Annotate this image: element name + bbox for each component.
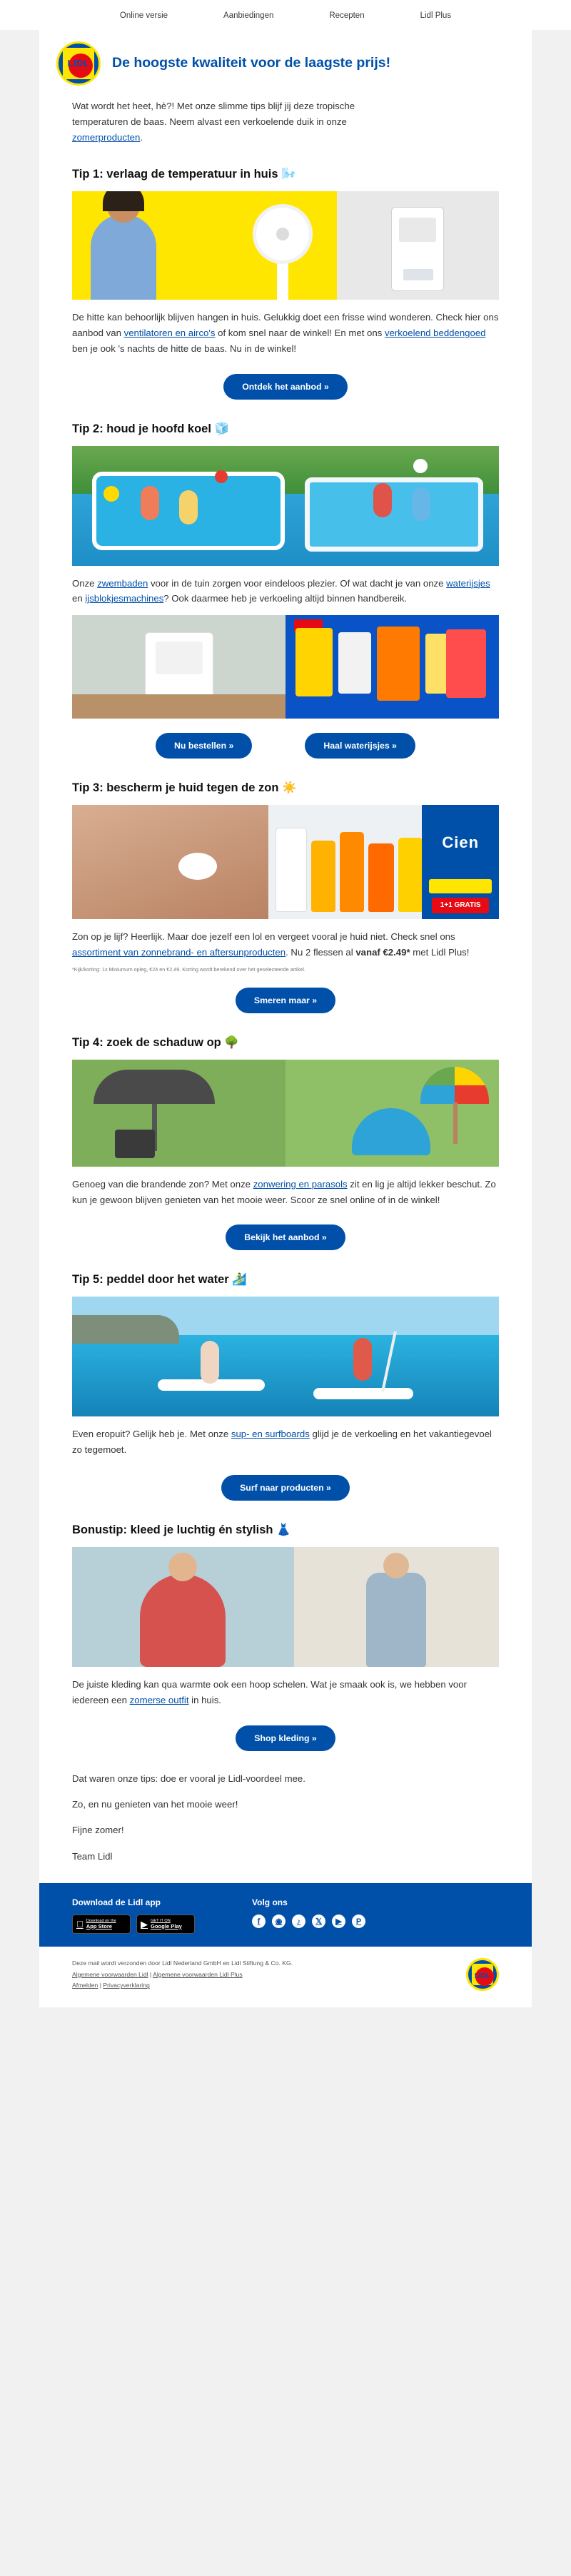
- tip-4-button-row: [39, 1210, 532, 1254]
- legal-line-2: [72, 1969, 499, 1980]
- nav-aanbiedingen[interactable]: Aanbiedingen: [223, 11, 274, 20]
- nav-recepten[interactable]: Recepten: [329, 11, 365, 20]
- facebook-icon[interactable]: f: [252, 1915, 266, 1928]
- instagram-icon[interactable]: ◉: [272, 1915, 286, 1928]
- closing-line-4: Team Lidl: [72, 1850, 113, 1862]
- intro-line-1: Wat wordt het heet, hè?! Met onze slimme tips blijf jij deze tropische: [72, 101, 355, 111]
- tip-1-cta-button[interactable]: Ontdek het aanbod »: [223, 374, 348, 400]
- legal-line-1: Deze mail wordt verzonden door Lidl Nederland GmbH en Lidl Stiftung & Co. KG.: [72, 1959, 293, 1967]
- tip-2-text-d: ? Ook daarmee heb je verkoeling altijd binnen handbereik.: [163, 593, 408, 604]
- lidl-logo-text: LIDL: [67, 58, 90, 69]
- tip-1-heading: Tip 1: verlaag de temperatuur in huis 🌬️: [72, 168, 296, 181]
- legal-link-privacy[interactable]: Privacyverklaring: [103, 1982, 150, 1989]
- legal-separator-1: |: [148, 1970, 153, 1978]
- bonus-tip-image-block: [39, 1541, 532, 1667]
- tip-2-link-ijsblokjesmachines[interactable]: ijsblokjesmachines: [85, 593, 164, 604]
- legal-link-voorwaarden-plus[interactable]: Algemene voorwaarden Lidl Plus: [153, 1970, 243, 1978]
- email-header: [39, 30, 532, 98]
- image-cien-brand-panel: Cien 1+1 GRATIS: [422, 805, 499, 919]
- lidl-footer-logo-icon: [466, 1958, 499, 1991]
- legal-link-afmelden[interactable]: Afmelden: [72, 1982, 98, 1989]
- x-twitter-icon[interactable]: 𝕏: [312, 1915, 325, 1928]
- tip-5-text-b: glijd je de verkoeling en het vakantiegevoel zo tegemoet.: [72, 1429, 492, 1456]
- tip-4-paragraph: [39, 1167, 532, 1211]
- legal-line-3: [72, 1980, 499, 1991]
- tip-2-cta-button-bestellen[interactable]: Nu bestellen »: [156, 733, 252, 759]
- closing-line-3: Fijne zomer!: [72, 1825, 124, 1836]
- tip-4-link-zonwering[interactable]: zonwering en parasols: [253, 1178, 348, 1190]
- tip-4-image-block: [39, 1054, 532, 1167]
- nav-online-versie[interactable]: Online versie: [119, 11, 168, 20]
- google-play-big: Google Play: [151, 1922, 182, 1930]
- email-footer: [39, 1883, 532, 1947]
- intro-link-zomerproducten[interactable]: zomerproducten: [72, 131, 141, 143]
- closing-text: [39, 1755, 532, 1865]
- tip-5-link-surfboards[interactable]: sup- en surfboards: [231, 1429, 310, 1440]
- tip-2-text-b: voor in de tuin zorgen voor eindeloos plezier. Of wat dacht je van onze: [148, 577, 447, 589]
- tip-3-link-zonbescherming[interactable]: assortiment van zonnebrand- en aftersunproducten: [72, 947, 286, 958]
- tip-3-price: vanaf €2.49*: [355, 947, 410, 958]
- pinterest-icon[interactable]: P: [352, 1915, 365, 1928]
- bonus-text-b: in huis.: [188, 1694, 221, 1705]
- image-waterijsjes-assortiment: [286, 615, 499, 719]
- bonus-tip-paragraph: [39, 1667, 532, 1711]
- tip-1-button-row: [39, 360, 532, 404]
- tip-5-text-a: Even eropuit? Gelijk heb je. Met onze: [72, 1429, 231, 1440]
- bonus-tip-heading: Bonustip: kleed je luchtig én stylish 👗: [72, 1523, 291, 1537]
- nav-lidl-plus[interactable]: Lidl Plus: [420, 11, 452, 20]
- closing-line-2: Zo, en nu genieten van het mooie weer!: [72, 1799, 238, 1810]
- image-ice-cream-machine: [72, 615, 286, 719]
- legal-link-voorwaarden[interactable]: Algemene voorwaarden Lidl: [72, 1970, 148, 1978]
- tip-1-text-c: ben je ook 's nachts de hitte de baas. Nu in de winkel!: [72, 343, 297, 354]
- tip-1-link-beddengoed[interactable]: verkoelend beddengoed: [384, 328, 486, 339]
- google-play-small: GET IT ON: [151, 1919, 171, 1924]
- google-play-badge[interactable]: [136, 1915, 195, 1934]
- tip-3-heading: Tip 3: bescherm je huid tegen de zon ☀️: [72, 781, 297, 795]
- image-beach-tent-parasol: [286, 1060, 499, 1167]
- tip-2-link-zwembaden[interactable]: zwembaden: [97, 577, 148, 589]
- tip-2-text-c: en: [72, 593, 86, 604]
- tip-2-button-row: [39, 719, 532, 763]
- intro-paragraph: [39, 98, 532, 149]
- bonus-button-row: [39, 1711, 532, 1755]
- tip-3-text-a: Zon op je lijf? Heerlijk. Maar doe jezelf een lol en vergeet vooral je huid niet. Check snel ons: [72, 931, 455, 943]
- tip-5-image-block: [39, 1291, 532, 1416]
- tip-1-link-ventilatoren[interactable]: ventilatoren en airco's: [123, 328, 216, 339]
- image-fan-woman: [72, 191, 337, 300]
- top-navigation: [0, 0, 571, 30]
- tip-5-heading: Tip 5: peddel door het water 🏄‍♂️: [72, 1273, 247, 1287]
- tip-2-text-a: Onze: [72, 577, 98, 589]
- intro-line-3: .: [140, 131, 143, 143]
- page-bottom-spacer: [0, 2007, 571, 2026]
- tip-5-button-row: [39, 1461, 532, 1505]
- tip-4-text-b: zit en lig je altijd lekker beschut. Zo kun je gewoon blijven genieten van het mooie weer. Scoor ze snel online of in de winkel!: [72, 1178, 496, 1205]
- app-store-big: App Store: [79, 1922, 106, 1930]
- tiktok-icon[interactable]: ♪: [292, 1915, 305, 1928]
- tip-3-paragraph: [39, 919, 532, 963]
- image-sunscreen-bottles: [268, 805, 422, 919]
- tip-3-button-row: [39, 973, 532, 1018]
- tip-3-text-b: . Nu 2 flessen al: [286, 947, 356, 958]
- legal-section: [39, 1947, 532, 2007]
- tip-2-image-block-2: [39, 609, 532, 719]
- tip-1-image-block: [39, 186, 532, 300]
- tip-3-cta-button[interactable]: Smeren maar »: [236, 988, 335, 1013]
- legal-separator-2: |: [98, 1982, 103, 1989]
- footer-app-title: Download de Lidl app: [72, 1897, 161, 1908]
- image-swimming-pools: [72, 446, 499, 566]
- tip-2-image-block: [39, 440, 532, 566]
- tip-3-text-c: met Lidl Plus!: [410, 947, 470, 958]
- tip-2-cta-button-waterijsjes[interactable]: Haal waterijsjes »: [305, 733, 415, 759]
- tip-3-image-block: [39, 799, 532, 919]
- app-store-small: Download on the: [79, 1919, 109, 1924]
- tip-4-text-a: Genoeg van die brandende zon? Met onze: [72, 1178, 253, 1190]
- image-summer-menswear: [294, 1547, 499, 1667]
- lidl-logo-icon: [56, 41, 101, 86]
- closing-line-1: Dat waren onze tips: doe er vooral je Lidl-voordeel mee.: [72, 1773, 305, 1784]
- app-store-badge[interactable]: [72, 1915, 131, 1934]
- image-sunscreen-skin: [72, 805, 268, 919]
- apple-icon: [76, 1920, 84, 1929]
- tip-4-cta-button[interactable]: Bekijk het aanbod »: [226, 1224, 345, 1250]
- bonus-link-zomerse-outfit[interactable]: zomerse outfit: [129, 1694, 189, 1705]
- tip-3-fineprint: *Kijk/korting: 1x Miniumum opleg, €24 en €2,49. Korting wordt berekend over het geselecteerde artikel.: [72, 965, 305, 973]
- bonus-text-a: De juiste kleding kan qua warmte ook een hoop schelen. Wat je smaak ook is, we hebben voor iedereen een: [72, 1679, 467, 1705]
- tip-2-paragraph: [39, 566, 532, 610]
- tip-5-paragraph: [39, 1416, 532, 1461]
- image-sup-surfboards: [72, 1297, 499, 1416]
- lidl-footer-logo-text: LIDL: [474, 1972, 491, 1981]
- page-title: De hoogste kwaliteit voor de laagste prijs!: [112, 55, 391, 71]
- footer-follow-title: Volg ons: [252, 1897, 288, 1908]
- tip-1-paragraph: [39, 300, 532, 359]
- tip-2-link-waterijsjes[interactable]: waterijsjes: [446, 577, 490, 589]
- tip-2-heading: Tip 2: houd je hoofd koel 🧊: [72, 422, 230, 435]
- tip-1-text-b: of kom snel naar de winkel! En met ons: [215, 328, 385, 339]
- image-airconditioner: [337, 191, 499, 300]
- email-body: [39, 30, 532, 2007]
- footer-social-column: [252, 1897, 365, 1934]
- intro-line-2: temperaturen de baas. Neem alvast een verkoelende duik in onze: [72, 116, 347, 127]
- tip-4-heading: Tip 4: zoek de schaduw op 🌳: [72, 1035, 239, 1049]
- tip-5-cta-button[interactable]: Surf naar producten »: [221, 1475, 350, 1501]
- google-play-icon: ▶: [141, 1919, 148, 1930]
- image-summer-dress: [72, 1547, 294, 1667]
- footer-app-column: [72, 1897, 195, 1934]
- image-garden-parasol: [72, 1060, 286, 1167]
- youtube-icon[interactable]: ▶: [332, 1915, 345, 1928]
- tip-1-text-a: De hitte kan behoorlijk blijven hangen in huis. Gelukkig doet een frisse wind wonderen. Check hier ons aanbod van: [72, 312, 499, 339]
- bonus-cta-button[interactable]: Shop kleding »: [236, 1725, 335, 1751]
